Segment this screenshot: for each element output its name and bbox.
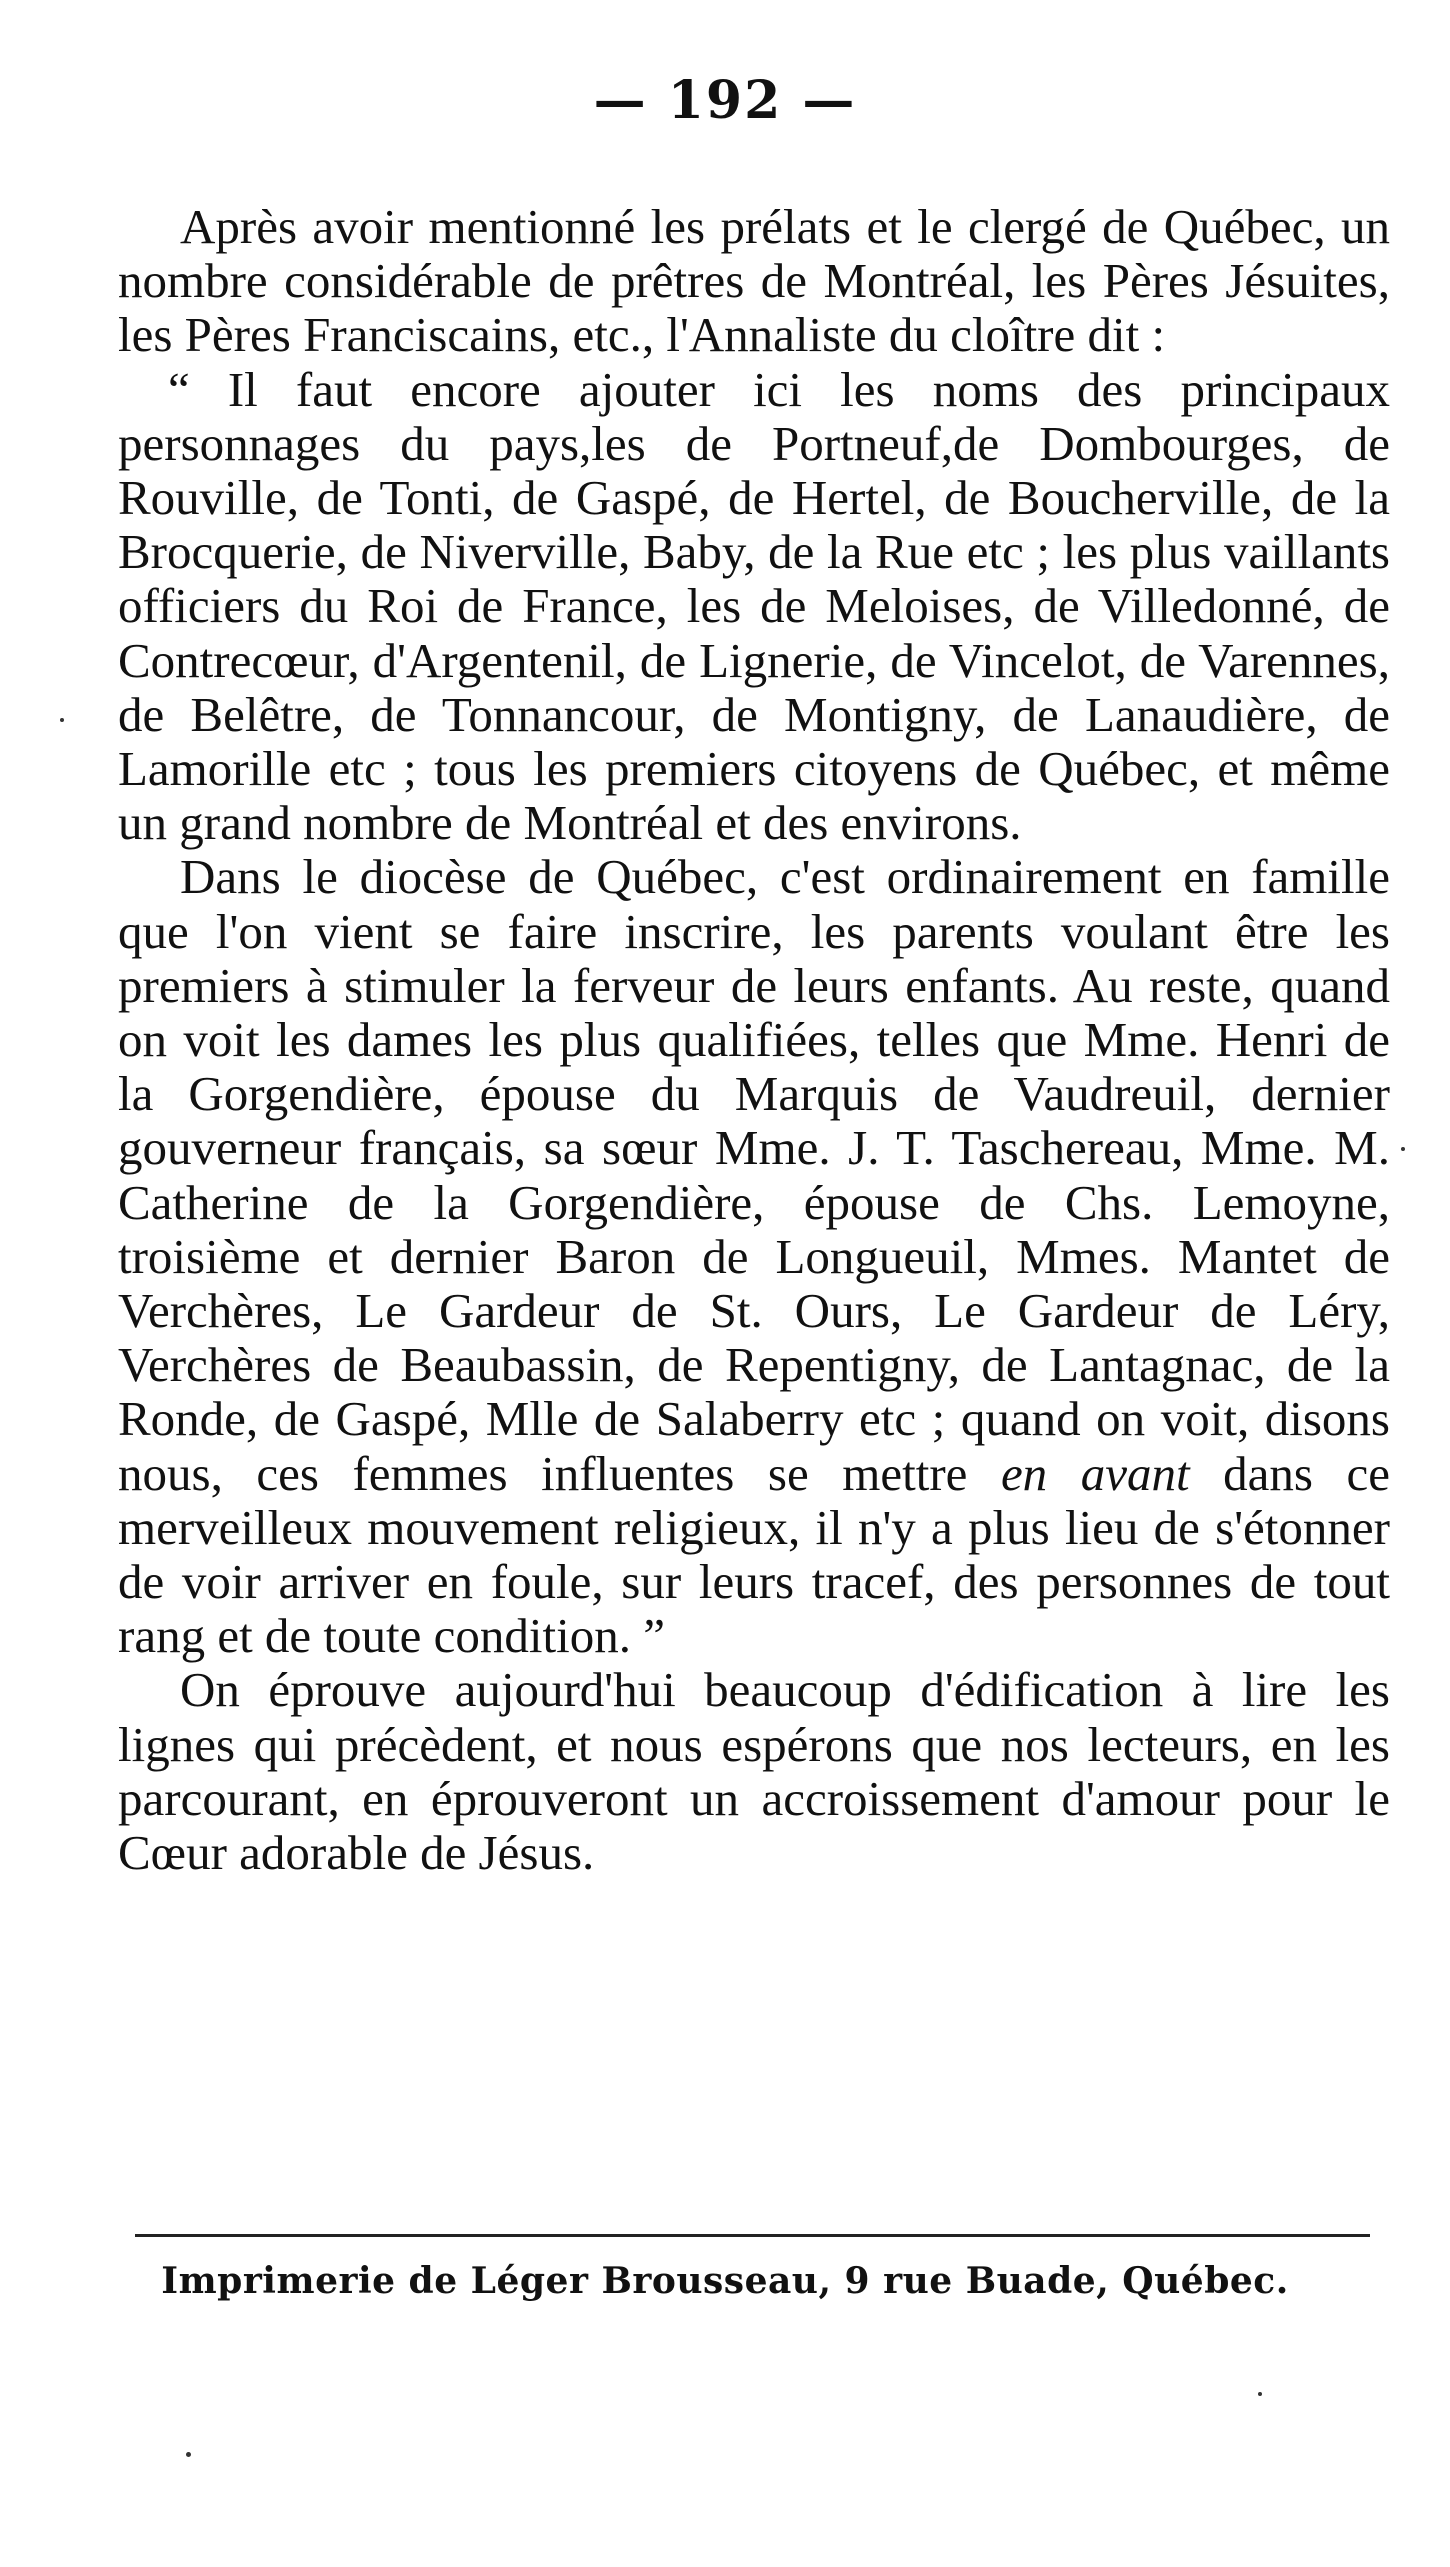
print-speck	[186, 2452, 191, 2457]
paragraph-diocese-families	[118, 850, 1390, 1663]
print-speck	[1258, 2392, 1262, 2396]
paragraph-annalist-intro: Après avoir mentionné les prélats et le clergé de Québec, un nombre considérable de prêtres de Montréal, les Pères Jésuites, les Pères Franciscains, etc., l'Annaliste du cloître dit :	[118, 199, 1390, 363]
emphasis-text: en avant	[1000, 1445, 1190, 1501]
paragraph-text: Dans le diocèse de Québec, c'est ordinairement en famille que l'on vient se faire inscrire, les parents voulant être les premiers à stimuler la ferveur de leurs enfants. Au reste, quand on voit les dames les plus qualifiées, telles que Mme. Henri de la Gorgendière, épouse du Marquis de Vaudreuil, dernier gouverneur français, sa sœur Mme. J. T. Taschereau, Mme. M. Catherine de la Gorgendière, épouse de Chs. Lemoyne, troisième et dernier Baron de Longueuil, Mmes. Mantet de Verchères, Le Gardeur de St. Ours, Le Gardeur de Léry, Verchères de Beaubassin, de Repentigny, de Lantagnac, de la Ronde, de Gaspé, Mlle de Salaberry etc ; quand on voit, disons nous, ces femmes influentes se mettre	[118, 849, 1390, 1501]
page-number: — 192 —	[593, 70, 857, 131]
paragraph-text-continued: dans ce merveilleux mouvement religieux, il n'y a plus lieu de s'étonner de voir arriver en foule, sur leurs tracef, des personnes de tout rang et de toute condition. ”	[118, 1445, 1390, 1664]
print-speck	[60, 718, 64, 722]
page-body	[118, 200, 1390, 1880]
footer-rule	[135, 2234, 1370, 2237]
print-speck	[1401, 1147, 1405, 1151]
paragraph-quote-personnages: “ Il faut encore ajouter ici les noms des principaux personnages du pays,les de Portneuf,de Dombourges, de Rouville, de Tonti, de Gaspé, de Hertel, de Boucherville, de la Brocquerie, de Niverville, Baby, de la Rue etc ; les plus vaillants officiers du Roi de France, les de Meloises, de Villedonné, de Contrecœur, d'Argentenil, de Lignerie, de Vincelot, de Varennes, de Belêtre, de Tonnancour, de Montigny, de Lanaudière, de Lamorille etc ; tous les premiers citoyens de Québec, et même un grand nombre de Montréal et des environs.	[118, 361, 1390, 851]
paragraph-closing: On éprouve aujourd'hui beaucoup d'édification à lire les lignes qui précèdent, et nous espérons que nos lecteurs, en les parcourant, en éprouveront un accroissement d'amour pour le Cœur adorable de Jésus.	[118, 1662, 1390, 1881]
printer-imprint: Imprimerie de Léger Brousseau, 9 rue Buade, Québec.	[161, 2260, 1289, 2302]
